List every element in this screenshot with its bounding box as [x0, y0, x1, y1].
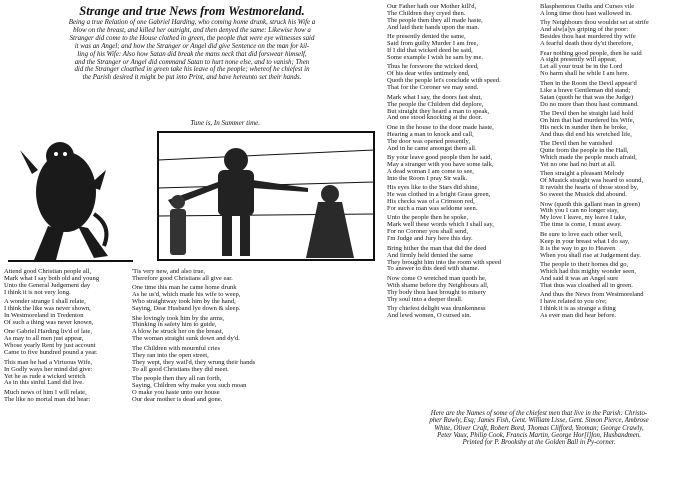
verse-line: The Children they cryed then.: [387, 9, 466, 17]
verse-line: Of such a thing was never known,: [4, 319, 94, 327]
stanza: [540, 81, 692, 109]
verse-line: And lewd women, O cursed sin.: [387, 311, 472, 319]
stanza: [540, 20, 692, 48]
verse-line: When you shall rise at Judgement day.: [540, 251, 641, 259]
verse-line: 'Tis very new, and also true,: [132, 268, 206, 275]
intro-line: Being a true Relation of one Gabriel Harding, who coming home drunk, struck his Wife a: [68, 19, 316, 26]
verse-line: The people then they all ran forth,: [132, 374, 222, 382]
verse-line: Blasphemous Oaths and Curses vile: [540, 3, 635, 10]
verse-line: Therefore good Christians all give ear.: [132, 274, 233, 282]
verse-line: Thy chiefest delight was drunkenness: [387, 305, 486, 313]
stanza: [4, 269, 124, 297]
verse-line: To answer to this deed with shame.: [387, 265, 480, 273]
verse-line: A sight presently will appear,: [540, 56, 617, 64]
names-line: Here are the Names of some of the chiefest men that live in the Parish: Christo-: [430, 410, 648, 417]
stanza: [540, 262, 692, 290]
verse-line: One time this man he came home drunk: [132, 284, 237, 292]
verse-line: And said it was an Angel sure: [540, 274, 619, 282]
verse-line: Thy soul into a deeper thrall.: [387, 295, 463, 303]
verse-line: The time is come, I must away.: [540, 221, 622, 229]
verse-line: And in he came amongst them all.: [387, 144, 477, 152]
stanza: [387, 215, 537, 243]
broadside-title: Strange and true News from Westmoreland.: [79, 4, 305, 18]
stanza: [540, 4, 692, 18]
verse-line: With shame before thy Neighbours all,: [387, 281, 489, 289]
verse-line: Quoth the people let's conclude with speed.: [387, 77, 501, 85]
intro-line: and the Stranger or Angel did command Satan to hurt none else, and to vanish; Then: [74, 58, 310, 66]
verse-line: Into the Room I pray Sir walk.: [387, 174, 468, 182]
stanza: [132, 346, 380, 374]
verse-line: Besides thou hast murdered thy wife: [540, 33, 636, 41]
verse-line: Yet he as rude a wicked wretch: [4, 372, 86, 380]
verse-line: The people then they all made haste,: [387, 16, 483, 24]
verse-line: Our dear mother is dead and gone.: [132, 395, 223, 403]
verse-line: By your leave good people then he said,: [387, 154, 493, 162]
stanza: [387, 64, 537, 92]
stanza: [387, 306, 537, 320]
verse-line: Mark what I say, the doors fast shut,: [387, 93, 483, 101]
verse-line: Of his dear wifes untimely end,: [387, 70, 470, 78]
verse-line: But straight they heard a man to speak,: [387, 107, 490, 115]
verse-line: With you I can no longer stay,: [540, 207, 619, 215]
verse-line: May a stranger with you have some talk,: [387, 160, 494, 168]
verse-line: Fear nothing good people, then he said: [540, 49, 642, 57]
verse-column-4: [540, 4, 692, 322]
intro-line: blow on the breast, and killed her outright, and then denyed the same: Likewise how a: [73, 26, 311, 34]
stanza: [540, 232, 692, 260]
verse-line: They ran into the open street,: [132, 351, 209, 359]
verse-line: As ever man did hear before.: [540, 311, 616, 319]
verse-line: This man he had a Virtuous Wife,: [4, 358, 93, 366]
intro-line: Stranger did come to the House clothed in green, the people that were eye witnesses said: [69, 34, 315, 42]
verse-line: Now (quoth this gallant man in green): [540, 200, 640, 208]
verse-line: The Children with mournful cries: [132, 344, 220, 352]
intro-line: it was an Angel; and how the Stranger or Angel did give Sentence on the man for kil-: [74, 42, 310, 50]
verse-line: His neck in sunder then he broke,: [540, 123, 628, 131]
verse-line: Let all your trust be in the Lord: [540, 63, 623, 71]
verse-line: They wept, they wail'd, they wrung their hands: [132, 358, 256, 366]
verse-line: That for the Coroner we may send.: [387, 84, 479, 92]
verse-line: I think it is not very long.: [4, 288, 71, 296]
tune-line: Tune is, In Summer time.: [190, 119, 260, 127]
verse-line: Bring hither the man that did the deed: [387, 244, 487, 252]
verse-line: O make you haste unto our house: [132, 388, 220, 396]
verse-column-1: [4, 269, 124, 406]
verse-line: As he us'd, which made his wife to weep,: [132, 291, 241, 299]
verse-line: Unto the General Judgement day: [4, 281, 91, 289]
verse-line: Thy Neighbours thou wouldst set at strife: [540, 19, 649, 27]
stanza: [4, 390, 124, 404]
verse-line: His eyes like to the Stars did shine,: [387, 184, 480, 192]
intro-line: the Parish desired it might be put into Print, and have hereunto set their hands.: [82, 74, 302, 82]
names-line: Peter Vaux, Philip Cook, Francis Martin, George Hor[l]fon, Husbandmen.: [437, 431, 641, 439]
verse-line: As may to all men just appear,: [4, 335, 84, 343]
stanza: [540, 171, 692, 199]
imprint-line: Printed for P. Brooksby at the Golden Ball in Py-corner.: [462, 439, 616, 447]
devil-figure: [20, 142, 108, 260]
verse-line: The people to their homes did go,: [540, 260, 629, 268]
man-figure: [168, 148, 308, 256]
stanza: [540, 292, 692, 320]
intro-paragraph: [4, 19, 380, 82]
verse-line: Mark well these words which I shall say,: [387, 221, 494, 229]
verse-line: For no Coroner you shall send,: [387, 228, 469, 236]
stanza: [387, 246, 537, 274]
verse-line: Mark what I say both old and young: [4, 274, 100, 282]
stanza: [4, 299, 124, 327]
verse-line: And thus the News from Westmoreland: [540, 291, 644, 299]
verse-line: Which had this mighty wonder seen,: [540, 267, 637, 275]
verse-line: And one stood knocking at the door.: [387, 114, 483, 122]
verse-column-2: [132, 269, 380, 406]
verse-line: In Godly ways her mind did give:: [4, 365, 93, 373]
stanza: [540, 51, 692, 79]
verse-line: That thus was cloathed all in green.: [540, 281, 633, 289]
verse-line: Keep in your breast what I do say,: [540, 237, 630, 245]
verse-line: On him that had murdered his Wife,: [540, 116, 635, 124]
woodcut-illustration: [8, 130, 378, 264]
verse-line: Who straightway took him by the hand,: [132, 298, 236, 306]
verse-line: The woman straight sunk down and dy'd.: [132, 335, 240, 343]
names-line: White, Oliver Craft, Robert Bord, Thomas Clifford, Yeoman; George Crawly,: [434, 424, 644, 432]
verse-line: I think the like was never shown,: [4, 305, 91, 313]
verse-column-3: [387, 4, 537, 322]
verse-line: His checks was of a Crimson red,: [387, 198, 475, 206]
verse-line: I'm Judge and Jury here this day.: [387, 235, 473, 243]
verse-line: And firmly held denied the same: [387, 251, 473, 259]
verse-line: Thinking in safety him to guide,: [132, 321, 217, 329]
verse-line: The Devil then he vanished: [540, 140, 612, 148]
verse-line: Which made the people much afraid,: [540, 154, 637, 162]
verse-line: Attend good Christian people all,: [4, 268, 92, 275]
names-footer: [387, 410, 691, 446]
verse-line: If I did that wicked deed he said,: [387, 47, 473, 55]
stanza: [387, 125, 537, 153]
stanza: [132, 285, 380, 313]
verse-line: The Devil then he straight laid hold: [540, 109, 634, 117]
verse-line: And alw[a]ys griping of the poor:: [540, 26, 629, 34]
stanza: [132, 376, 380, 404]
verse-line: Like a brave Gentleman did stand;: [540, 86, 631, 94]
verse-line: Unto the people then he spoke,: [387, 214, 469, 222]
verse-line: It is the way to go to Heaven: [540, 244, 616, 252]
verse-line: Be sure to love each other well,: [540, 230, 623, 238]
woman-figure: [306, 185, 354, 258]
verse-line: He was clothed in a bright Grass green,: [387, 191, 491, 199]
verse-line: Of Musick straight was heard to sound,: [540, 177, 644, 185]
stanza: [387, 34, 537, 62]
verse-line: One in the house to the door made haste,: [387, 123, 494, 131]
verse-line: One Gabriel Harding liv'd of late,: [4, 328, 93, 336]
verse-line: Yet no one had no hurt at all.: [540, 160, 616, 168]
verse-line: I have related to you o're;: [540, 298, 607, 306]
verse-line: Then in the Room the Devil appear'd: [540, 79, 637, 87]
verse-line: Came to five hundred pound a year.: [4, 349, 98, 357]
intro-line: ling of his Wife: Also how Satan did break the mans neck that did forswear himself,: [77, 50, 307, 58]
verse-line: The like no mortal man did hear:: [4, 395, 91, 403]
verse-line: Said from guilty Murder I am free,: [387, 40, 479, 48]
verse-line: Thus he forswore the wicked deed,: [387, 63, 479, 71]
stanza: [387, 155, 537, 183]
verse-line: It ravisht the hearts of those stood by,: [540, 184, 639, 192]
verse-line: Then straight a pleasant Melody: [540, 170, 625, 178]
verse-line: Whose yearly Rent by just account: [4, 342, 96, 350]
verse-line: To all good Christians they did meet.: [132, 365, 229, 373]
verse-line: My love I leave, my leave I take,: [540, 214, 627, 222]
stanza: [387, 185, 537, 213]
names-line: pher Rawly, Esq; James Fish, Gent. William Lisse, Gent. Simon Pierce, Ambrose: [429, 417, 649, 425]
verse-line: I think it is as strange a thing: [540, 305, 616, 313]
verse-line: A long time thou hast wallowed in.: [540, 9, 632, 17]
verse-line: And laid their hands upon the man.: [387, 23, 480, 31]
verse-line: Hearing a man to knock and call,: [387, 130, 474, 138]
stanza: [132, 269, 380, 283]
verse-line: No harm shall he while I am here.: [540, 70, 630, 78]
verse-line: Saying, Children why make you such moan: [132, 381, 247, 389]
verse-line: A wonder strange I shall relate,: [4, 298, 86, 306]
verse-line: Much news of him I will relate,: [4, 388, 87, 396]
stanza: [540, 141, 692, 169]
verse-line: The people the Children did deplore,: [387, 100, 484, 108]
verse-line: The door was opened presently,: [387, 137, 471, 145]
verse-line: So sweet the Musick did abound.: [540, 191, 627, 199]
verse-line: Thy body thou hast brought to misery: [387, 288, 486, 296]
stanza: [387, 276, 537, 304]
verse-line: A dead woman I am come to see,: [387, 167, 474, 175]
verse-line: She lovingly took him by the arms,: [132, 314, 225, 322]
stanza: [132, 316, 380, 344]
small-figure-left: [170, 195, 186, 255]
verse-line: Now come O wretched man quoth he,: [387, 274, 487, 282]
verse-line: Saying, Dear Husband lye down & sleep.: [132, 305, 241, 313]
verse-line: Our Father hath our Mother kill'd,: [387, 3, 477, 10]
verse-line: And thus did end his wretched life,: [540, 130, 632, 138]
intro-line: did the Stranger cloathed in green take his leave of the people; whereof he chiefest in: [74, 66, 310, 74]
stanza: [540, 111, 692, 139]
stanza: [387, 4, 537, 32]
verse-line: A blow he struck her on the breast,: [132, 328, 224, 336]
verse-line: A fearful death thou dy'st therefore,: [540, 40, 634, 48]
verse-line: They brought him into the room with speed: [387, 258, 502, 266]
stanza: [4, 360, 124, 388]
verse-line: Do no more than thou hast command.: [540, 100, 639, 108]
verse-line: He presently denied the same,: [387, 33, 466, 41]
stanza: [540, 202, 692, 230]
verse-line: Some example I wish he sam by me.: [387, 54, 484, 62]
verse-line: In Westmoreland in Tredenton: [4, 312, 84, 320]
verse-line: Quite from the people in the Hall,: [540, 147, 629, 155]
verse-line: For such a man was seldome seen.: [387, 205, 478, 213]
verse-line: Satan (quoth he that was the Judge): [540, 93, 634, 101]
verse-line: As in this sinful Land did live.: [4, 379, 84, 387]
stanza: [4, 329, 124, 357]
stanza: [387, 95, 537, 123]
